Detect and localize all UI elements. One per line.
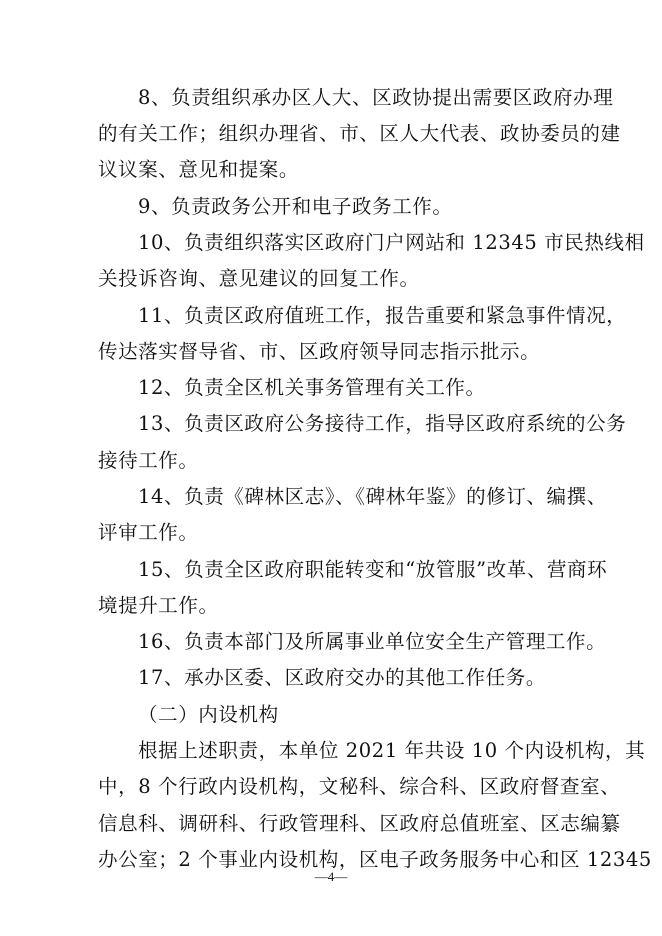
- item-9: 9、负责政务公开和电子政务工作。: [138, 195, 453, 218]
- item-10-line-1: 10、负责组织落实区政府门户网站和 12345 市民热线相: [138, 231, 645, 254]
- item-16: 16、负责本部门及所属事业单位安全生产管理工作。: [138, 630, 607, 653]
- item-11-line-1: 11、负责区政府值班工作，报告重要和紧急事件情况，: [138, 304, 627, 327]
- item-8-line-3: 议议案、意见和提案。: [98, 158, 300, 181]
- structure-paragraph-line-2: 中，8 个行政内设机构，文秘科、综合科、区政府督查室、: [98, 775, 621, 798]
- item-14-line-2: 评审工作。: [98, 521, 199, 544]
- item-8-line-1: 8、负责组织承办区人大、区政协提出需要区政府办理: [138, 86, 614, 109]
- item-12: 12、负责全区机关事务管理有关工作。: [138, 376, 486, 399]
- item-15-line-1: 15、负责全区政府职能转变和“放管服”改革、营商环: [138, 558, 608, 581]
- item-14-line-1: 14、负责《碑林区志》、《碑林年鉴》的修订、编撰、: [138, 485, 607, 508]
- structure-paragraph-line-4: 办公室；2 个事业内设机构，区电子政务服务中心和区 12345: [98, 848, 652, 871]
- item-11-line-2: 传达落实督导省、市、区政府领导同志指示批示。: [98, 340, 541, 363]
- item-17: 17、承办区委、区政府交办的其他工作任务。: [138, 666, 546, 689]
- structure-paragraph-line-3: 信息科、调研科、行政管理科、区政府总值班室、区志编纂: [98, 812, 621, 835]
- item-10-line-2: 关投诉咨询、意见建议的回复工作。: [98, 267, 420, 290]
- item-13-line-2: 接待工作。: [98, 449, 199, 472]
- page-number: —4—: [314, 869, 348, 884]
- section-heading-internal-structure: （二）内设机构: [138, 703, 279, 726]
- item-13-line-1: 13、负责区政府公务接待工作，指导区政府系统的公务: [138, 412, 627, 435]
- structure-paragraph-line-1: 根据上述职责，本单位 2021 年共设 10 个内设机构，其: [138, 739, 646, 762]
- item-8-line-2: 的有关工作；组织办理省、市、区人大代表、政协委员的建: [98, 122, 621, 145]
- item-15-line-2: 境提升工作。: [98, 594, 219, 617]
